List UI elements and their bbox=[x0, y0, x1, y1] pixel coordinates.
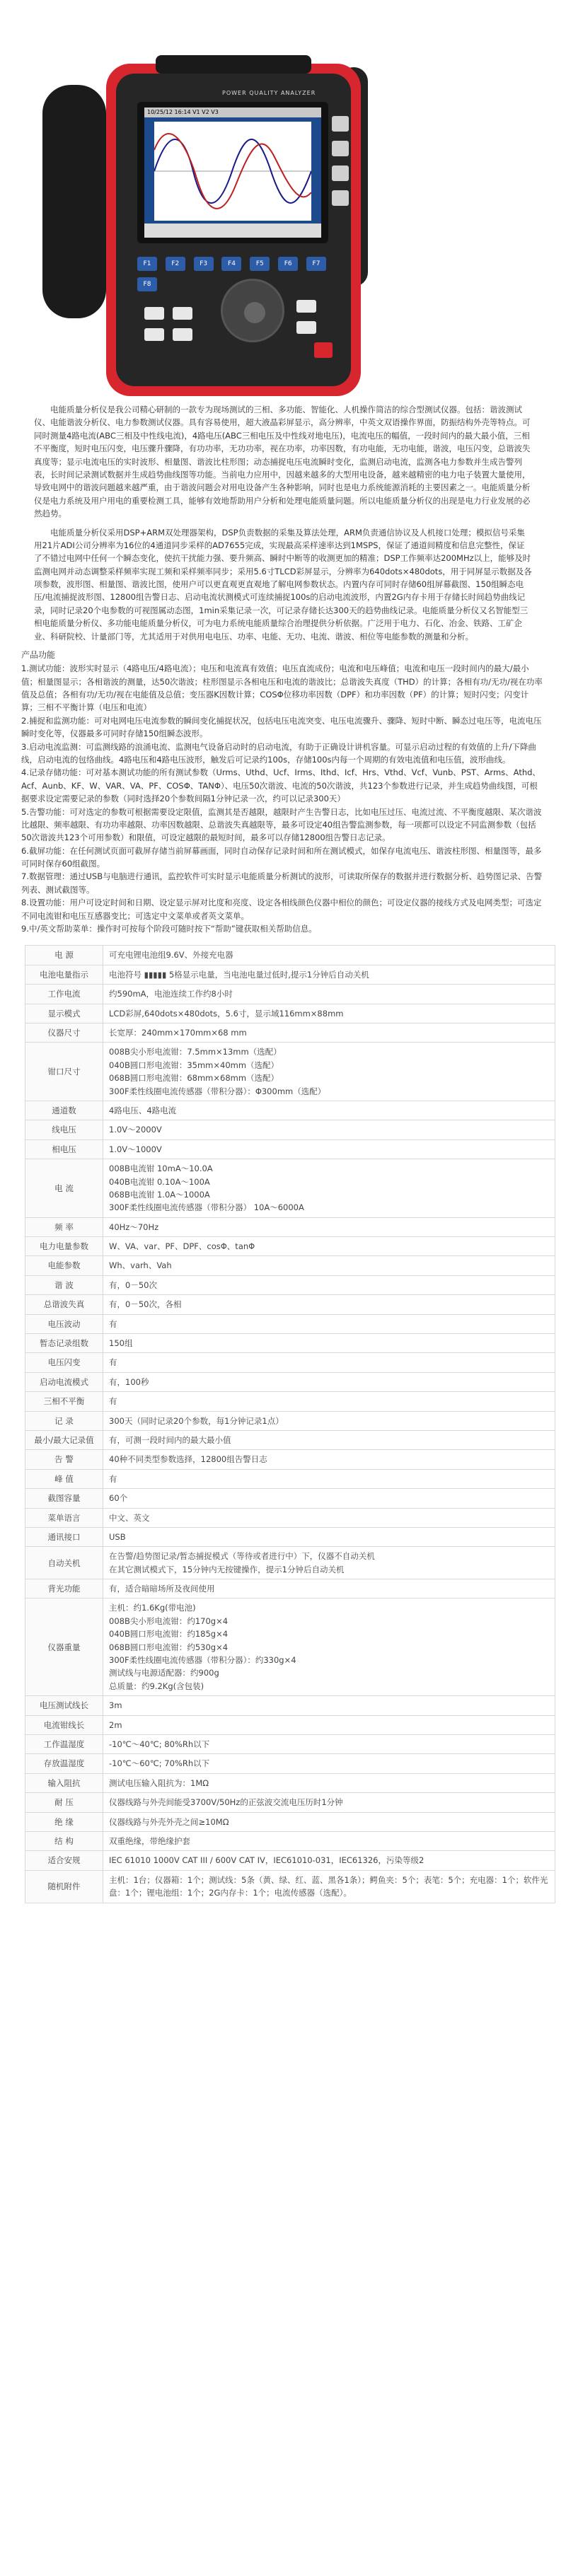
spec-value bbox=[103, 1372, 555, 1391]
spec-value-line: W、VA、var、PF、DPF、cosΦ、tanΦ bbox=[109, 1241, 255, 1252]
spec-value-line: 主机：约1.6Kg(带电池) bbox=[109, 1603, 196, 1613]
spec-label: 最小/最大记录值 bbox=[25, 1430, 103, 1449]
spec-row bbox=[25, 1831, 555, 1850]
spec-row bbox=[25, 1851, 555, 1870]
device-top-connector bbox=[156, 55, 311, 74]
spec-row bbox=[25, 1773, 555, 1792]
device-key[interactable] bbox=[173, 307, 192, 320]
spec-label: 结 构 bbox=[25, 1831, 103, 1850]
function-item: 2.捕捉和监测功能：可对电网电压电流参数的瞬间变化捕捉状况，包括电压电流突变、电压电流骤升、骤降、短时中断、瞬态过电压等，电流电压瞬时变化等，仪器最多可同时存储150组瞬态波形。 bbox=[21, 715, 542, 739]
spec-value bbox=[103, 1217, 555, 1236]
spec-row bbox=[25, 1256, 555, 1275]
spec-row bbox=[25, 1870, 555, 1903]
spec-row bbox=[25, 1450, 555, 1469]
spec-value-line: 中文、英文 bbox=[109, 1512, 150, 1523]
function-item: 6.截屏功能：在任何测试页面可截屏存储当前屏幕画面，同时自动保存记录时间和所在测试模式，如保存电流电压、谐波柱形图、相量图等，最多可同时保存60组截图。 bbox=[21, 845, 542, 869]
spec-value bbox=[103, 1120, 555, 1139]
spec-value bbox=[103, 1793, 555, 1812]
spec-value-line: 068B电流钳 1.0A～1000A bbox=[109, 1189, 210, 1200]
spec-row bbox=[25, 1812, 555, 1831]
device-housing bbox=[106, 64, 361, 396]
spec-row bbox=[25, 1411, 555, 1430]
spec-value bbox=[103, 1773, 555, 1792]
spec-row bbox=[25, 1372, 555, 1391]
spec-value-line: 有，100秒 bbox=[109, 1376, 149, 1387]
spec-label: 记 录 bbox=[25, 1411, 103, 1430]
spec-row bbox=[25, 1120, 555, 1139]
spec-row bbox=[25, 1295, 555, 1314]
spec-value-line: 有，0－50次，各相 bbox=[109, 1299, 182, 1310]
spec-value-line: 可充电锂电池组9.6V、外接充电器 bbox=[109, 950, 233, 961]
side-button[interactable] bbox=[332, 116, 349, 132]
spec-value bbox=[103, 1599, 555, 1696]
spec-value-line: 在告警/趋势图记录/暂态捕捉模式（等待或者进行中）下，仪器不自动关机 bbox=[109, 1551, 375, 1562]
spec-table-body bbox=[25, 946, 555, 1903]
spec-label: 耐 压 bbox=[25, 1793, 103, 1812]
spec-value-line: 有 bbox=[109, 1473, 117, 1484]
spec-value-line: USB bbox=[109, 1531, 126, 1542]
spec-label: 电池电量指示 bbox=[25, 965, 103, 984]
spec-value-line: 主机：1台；仪器箱：1个；测试线：5条（黄、绿、红、蓝、黑各1条）；鳄鱼夹：5个；表笔：5个；充电器：1个；软件光盘：1个；锂电池组：1个；2G内存卡：1个；电流传感器（选配）。 bbox=[109, 1874, 548, 1898]
hand-strap bbox=[42, 85, 106, 318]
spec-value-line: 068B圆口形电流钳：68mm×68mm（选配） bbox=[109, 1073, 279, 1084]
function-item: 4.记录存储功能：可对基本测试功能的所有测试参数（Urms、Uthd、Ucf、Irms、Ithd、Icf、Hrs、Vthd、Vcf、Vunb、PST、Arms、Athd、Acf、Aunb、KF、W、VAR、VA、PF、COSΦ、TANΦ）、电压50次谐波、电流的50次谐波，共123个参数进行记录，并生成趋势曲线图，可根据要求设定需要记录的参数（同时选择20个参数间隔1分钟记录一次，约可以记录300天） bbox=[21, 767, 541, 804]
spec-value-line: 电池符号 ▮▮▮▮▮ 5格显示电量，当电池电量过低时,提示1分钟后自动关机 bbox=[109, 969, 369, 980]
spec-value-line: 60个 bbox=[109, 1493, 128, 1504]
spec-value bbox=[103, 1754, 555, 1773]
spec-row bbox=[25, 946, 555, 965]
spec-value bbox=[103, 1527, 555, 1546]
fkey-8[interactable]: F8 bbox=[137, 277, 157, 291]
spec-label: 存放温湿度 bbox=[25, 1754, 103, 1773]
spec-value-line: 在其它测试模式下，15分钟内无按键操作，提示1分钟后自动关机 bbox=[109, 1564, 345, 1574]
spec-value bbox=[103, 1043, 555, 1101]
spec-value bbox=[103, 1256, 555, 1275]
spec-label: 通讯接口 bbox=[25, 1527, 103, 1546]
screen-header: 10/25/12 16:14 V1 V2 V3 bbox=[144, 108, 321, 117]
spec-value-line: -10℃～40℃; 80%Rh以下 bbox=[109, 1739, 210, 1749]
fkey-5[interactable]: F5 bbox=[250, 257, 270, 271]
spec-value bbox=[103, 1812, 555, 1831]
product-introduction bbox=[0, 403, 566, 643]
spec-row bbox=[25, 1314, 555, 1333]
spec-row bbox=[25, 1023, 555, 1042]
spec-value-line: 测试线与电源适配器：约900g bbox=[109, 1668, 219, 1678]
spec-row bbox=[25, 1579, 555, 1599]
fkey-3[interactable]: F3 bbox=[194, 257, 214, 271]
spec-value bbox=[103, 1275, 555, 1294]
spec-value-line: 有，适合暗暗场所及夜间使用 bbox=[109, 1584, 215, 1594]
spec-row bbox=[25, 1004, 555, 1023]
spec-value bbox=[103, 985, 555, 1004]
spec-row bbox=[25, 1547, 555, 1579]
screen-footer bbox=[144, 224, 321, 238]
device-screen-frame bbox=[137, 102, 328, 243]
spec-label: 总谐波失真 bbox=[25, 1295, 103, 1314]
fkey-1[interactable]: F1 bbox=[137, 257, 157, 271]
spec-row bbox=[25, 1715, 555, 1734]
side-button[interactable] bbox=[332, 190, 349, 206]
spec-label: 工作电流 bbox=[25, 985, 103, 1004]
intro-paragraph: 电能质量分析仪是我公司精心研制的一款专为现场测试的三相、多功能、智能化、人机操作简洁的综合型测试仪器。包括：谐波测试仪、电能谐波分析仪、电力参数测试仪器。具有容易使用，超大液晶彩屏显示，高分辨率，中英文双语操作界面，防振结构外壳等特点。可同时测量4路电流(ABC三相及中性线电流)，4路电压(ABC三相电压及中性线对地电压)，电流电压的幅值，一段时间内的最大最小值，三相不平衡度，短时电压闪变，电压骤升骤降，有功功率，无功功率，视在功率，功率因数，有功电能，无功电能，谐波，电压闪变，总谐波失真度等；显示电流电压的实时波形、相量图、谐波比柱形图；动态捕捉电压电流瞬时变化，监测启动电流，监测各电力参数并生成告警列表，长时间记录测试数据并生成趋势曲线图等功能。当前电力应用中，因越来越多的大型用电设备，越来越精密的电力电子装置大量使用，导致电网中的谐波问题越来越严重，由于谐波问题会对用电设备产生各种影响，同时也是电力系统能源消耗的主要因素之一。电能质量分析仪是电力系统及用户用电的重要检测工具，能够有效地帮助用户分析和处理电能质量问题。所以电能质量分析仪的出现是电力行业发展的必然趋势。 bbox=[34, 405, 531, 519]
spec-label: 仪器尺寸 bbox=[25, 1023, 103, 1042]
spec-value-line: 仪器线路与外壳间能受3700V/50Hz的正弦波交流电压历时1分钟 bbox=[109, 1797, 343, 1808]
spec-label: 钳口尺寸 bbox=[25, 1043, 103, 1101]
spec-row bbox=[25, 1101, 555, 1120]
spec-label: 适合安规 bbox=[25, 1851, 103, 1870]
spec-row bbox=[25, 1754, 555, 1773]
product-photo bbox=[0, 0, 566, 403]
spec-label: 通道数 bbox=[25, 1101, 103, 1120]
spec-label: 随机附件 bbox=[25, 1870, 103, 1903]
fkey-7[interactable]: F7 bbox=[306, 257, 326, 271]
spec-row bbox=[25, 965, 555, 984]
spec-value-line: 3m bbox=[109, 1700, 122, 1711]
spec-value bbox=[103, 1392, 555, 1411]
navigation-pad[interactable] bbox=[221, 279, 284, 342]
device-front-panel bbox=[116, 74, 351, 386]
fkey-2[interactable]: F2 bbox=[166, 257, 185, 271]
spec-row bbox=[25, 985, 555, 1004]
spec-row bbox=[25, 1275, 555, 1294]
spec-value-line: 有，0－50次 bbox=[109, 1280, 157, 1290]
spec-label: 显示模式 bbox=[25, 1004, 103, 1023]
spec-value bbox=[103, 1023, 555, 1042]
spec-value-line: 长宽厚：240mm×170mm×68 mm bbox=[109, 1027, 247, 1038]
spec-label: 电压闪变 bbox=[25, 1353, 103, 1372]
function-item: 5.告警功能：可对选定的参数可根据需要设定限值，监测其是否越限，越限时产生告警日志，比如电压过压、电流过流、不平衡度越限、某次谐波比越限、频率越限、有功功率越限、功率因数越限、总谐波失真越限等，最多可设定40组告警监测参数，每一项都可以设定不同监测参数（包括50次谐波共123个可用参数）和限值，可设定越限的最短时间，最多可以存储12800组告警日志记录。 bbox=[21, 806, 542, 843]
spec-label: 电力电量参数 bbox=[25, 1237, 103, 1256]
spec-value-line: LCD彩屏,640dots×480dots，5.6寸，显示域116mm×88mm bbox=[109, 1008, 344, 1019]
spec-value bbox=[103, 1851, 555, 1870]
spec-row bbox=[25, 1469, 555, 1488]
spec-value-line: 150组 bbox=[109, 1338, 133, 1349]
spec-row bbox=[25, 1217, 555, 1236]
spec-row bbox=[25, 1696, 555, 1715]
spec-value-line: 1.0V～2000V bbox=[109, 1125, 162, 1135]
spec-row bbox=[25, 1430, 555, 1449]
spec-label: 输入阻抗 bbox=[25, 1773, 103, 1792]
spec-value bbox=[103, 1353, 555, 1372]
spec-value-line: 有 bbox=[109, 1396, 117, 1407]
spec-value-line: 008B尖小形电流钳：约170g×4 bbox=[109, 1615, 229, 1626]
spec-label: 三相不平衡 bbox=[25, 1392, 103, 1411]
spec-label: 工作温湿度 bbox=[25, 1735, 103, 1754]
functions-heading: 产品功能 bbox=[21, 650, 56, 661]
spec-row bbox=[25, 1508, 555, 1527]
spec-label: 启动电流模式 bbox=[25, 1372, 103, 1391]
device-key[interactable] bbox=[144, 328, 164, 341]
spec-row bbox=[25, 1334, 555, 1353]
spec-value bbox=[103, 1139, 555, 1159]
spec-label: 电 流 bbox=[25, 1159, 103, 1218]
spec-value-line: 测试电压输入阻抗为：1MΩ bbox=[109, 1777, 209, 1788]
spec-label: 电能参数 bbox=[25, 1256, 103, 1275]
spec-value-line: 4路电压、4路电流 bbox=[109, 1105, 177, 1115]
spec-value bbox=[103, 1004, 555, 1023]
function-item: 3.启动电流监测：可监测线路的浪涌电流、监测电气设备启动时的启动电流，有助于正确设计讲机容量。可显示启动过程的有效值的上升/下降曲线，启动电流的包络曲线。4路电压和4路电压波形，触发后可记录约100s，存储100s内每一个周期的有效电流值和电压值，波形曲线。 bbox=[21, 741, 536, 765]
spec-label: 自动关机 bbox=[25, 1547, 103, 1579]
spec-value-line: 008B尖小形电流钳：7.5mm×13mm（选配） bbox=[109, 1047, 282, 1057]
spec-value-line: 2m bbox=[109, 1719, 122, 1730]
spec-value bbox=[103, 1450, 555, 1469]
spec-value bbox=[103, 1547, 555, 1579]
spec-label: 背光功能 bbox=[25, 1579, 103, 1599]
device-key[interactable] bbox=[296, 300, 316, 313]
spec-value bbox=[103, 1430, 555, 1449]
spec-value bbox=[103, 1715, 555, 1734]
functions-list bbox=[0, 662, 566, 935]
spec-value bbox=[103, 1735, 555, 1754]
device-brand-label: POWER QUALITY ANALYZER bbox=[222, 90, 316, 96]
waveform-plot bbox=[154, 122, 311, 221]
spec-label: 峰 值 bbox=[25, 1469, 103, 1488]
power-button[interactable] bbox=[314, 342, 333, 358]
spec-value-line: 300F柔性线圈电流传感器（带积分器） 10A～6000A bbox=[109, 1202, 304, 1213]
waveform-svg bbox=[154, 122, 311, 221]
spec-value bbox=[103, 1489, 555, 1508]
spec-value-line: 双重绝缘，带绝缘护套 bbox=[109, 1835, 190, 1846]
spec-value-line: 有 bbox=[109, 1318, 117, 1329]
spec-row bbox=[25, 1527, 555, 1546]
spec-row bbox=[25, 1392, 555, 1411]
spec-label: 暂态记录组数 bbox=[25, 1334, 103, 1353]
spec-label: 截图容量 bbox=[25, 1489, 103, 1508]
spec-value-line: 040B圆口形电流钳：约185g×4 bbox=[109, 1629, 229, 1640]
spec-value bbox=[103, 1696, 555, 1715]
spec-value-line: 有，可测一段时间内的最大最小值 bbox=[109, 1434, 231, 1445]
device-key[interactable] bbox=[296, 321, 316, 334]
spec-label: 绝 缘 bbox=[25, 1812, 103, 1831]
spec-value-line: 40种不同类型参数选择，12800组告警日志 bbox=[109, 1454, 267, 1465]
spec-value-line: 068B圆口形电流钳：约530g×4 bbox=[109, 1642, 229, 1652]
fkey-6[interactable]: F6 bbox=[278, 257, 298, 271]
spec-value bbox=[103, 1469, 555, 1488]
device-key[interactable] bbox=[144, 307, 164, 320]
spec-row bbox=[25, 1599, 555, 1696]
spec-label: 频 率 bbox=[25, 1217, 103, 1236]
spec-row bbox=[25, 1043, 555, 1101]
spec-value-line: -10℃～60℃; 70%Rh以下 bbox=[109, 1758, 210, 1769]
spec-label: 电压测试线长 bbox=[25, 1696, 103, 1715]
function-item: 9.中/英文帮助菜单：操作时可按每个阶段可随时按下“帮助”键获取相关帮助信息。 bbox=[21, 924, 317, 934]
spec-table bbox=[25, 945, 555, 1903]
side-button[interactable] bbox=[332, 166, 349, 181]
function-item: 8.设置功能：用户可设定时间和日期、设定显示屏对比度和亮度、设定各相线颜色仪器中相位的颜色；可设定仪器的接线方式及电网类型；可选定不同电流钳和电压互感器变比；可选定中文菜单或者英文菜单。 bbox=[21, 898, 542, 921]
spec-value-line: 040B电流钳 0.10A～100A bbox=[109, 1176, 210, 1187]
spec-row bbox=[25, 1159, 555, 1218]
spec-row bbox=[25, 1489, 555, 1508]
spec-value-line: Wh、varh、Vah bbox=[109, 1260, 172, 1271]
analyzer-device bbox=[106, 64, 361, 389]
spec-value bbox=[103, 1237, 555, 1256]
spec-value-line: 300F柔性线圈电流传感器（带积分器）：Φ300mm（选配） bbox=[109, 1086, 326, 1096]
device-screen bbox=[144, 108, 321, 238]
spec-label: 电压波动 bbox=[25, 1314, 103, 1333]
function-item: 7.数据管理：通过USB与电脑进行通讯，监控软件可实时显示电能质量分析测试的波形，可读取所保存的数据并进行数据分析、趋势图记录、告警列表、测试截图等。 bbox=[21, 871, 543, 895]
fkey-4[interactable]: F4 bbox=[221, 257, 241, 271]
spec-value-line: 008B电流钳 10mA～10.0A bbox=[109, 1164, 213, 1174]
spec-row bbox=[25, 1139, 555, 1159]
spec-value bbox=[103, 965, 555, 984]
spec-value bbox=[103, 1295, 555, 1314]
spec-value-line: IEC 61010 1000V CAT III / 600V CAT IV，IEC61010-031，IEC61326，污染等级2 bbox=[109, 1855, 424, 1866]
spec-label: 仪器重量 bbox=[25, 1599, 103, 1696]
spec-value bbox=[103, 1870, 555, 1903]
spec-value-line: 040B圆口形电流钳：35mm×40mm（选配） bbox=[109, 1060, 279, 1070]
spec-value-line: 有 bbox=[109, 1357, 117, 1368]
spec-value bbox=[103, 1159, 555, 1218]
spec-label: 电 源 bbox=[25, 946, 103, 965]
spec-label: 谐 波 bbox=[25, 1275, 103, 1294]
spec-row bbox=[25, 1735, 555, 1754]
spec-label: 线电压 bbox=[25, 1120, 103, 1139]
spec-value-line: 约590mA，电池连续工作约8小时 bbox=[109, 989, 233, 999]
spec-value-line: 40Hz～70Hz bbox=[109, 1222, 159, 1232]
spec-row bbox=[25, 1237, 555, 1256]
spec-value bbox=[103, 1508, 555, 1527]
intro-paragraph: 电能质量分析仪采用DSP+ARM双处理器架构，DSP负责数据的采集及算法处理，ARM负责通信协议及人机接口处理；模拟信号采集用21片ADI公司分辨率为16位的4通道同步采样的AD7655完成，实现最高采样速率达到1MSPS，保证了通道间精度和信息完整性，保证了不错过电网中任何一个瞬态变化，使抗干扰能力强、要升频高、瞬时中断等的收测更加的精准；DSP工作频率达200MHz以上，能够及时监测电网并动态调整采样频率实现工频和采样频率同步；采用5.6寸TLCD彩屏显示，分辨率为640dots×480dots，用于同屏显示数据及各项参数，波形图、相量图、谐波比图，使用户可以更直观更直观地了解电网参数状态。内置内存可同时存储60组屏幕截图、150组瞬态电压/电流捕捉波形图、12800组告警日志、启动电流状测模式可连续捕捉100s的启动电流波形，内置2G内存卡用于存储长时间趋势曲线记录，同时记录20个电参数的可视图属动态图，1min采集记录一次，可记录存储长达300天的趋势曲线记录。电能质量分析仪又名智能型三相电能质量分析仪、多功能电能质量分析仪，可为电力系统电能质量综合治理提供分析依据。广泛用于电力、石化、冶金、铁路、工矿企业、科研院校、计量部门等，尤其适用于对供用电电压、功率、电能、无功、电流、谐波、相位等电能参数的测量和分析。 bbox=[34, 527, 532, 642]
spec-value bbox=[103, 1579, 555, 1599]
spec-value bbox=[103, 1411, 555, 1430]
spec-value-line: 总质量：约9.2Kg(含包装) bbox=[109, 1681, 204, 1691]
spec-value bbox=[103, 946, 555, 965]
spec-value bbox=[103, 1831, 555, 1850]
spec-value-line: 300天（同时记录20个参数，每1分钟记录1点） bbox=[109, 1415, 284, 1426]
spec-value-line: 仪器线路与外壳外壳之间≥10MΩ bbox=[109, 1816, 229, 1827]
function-item: 1.测试功能：波形实时显示（4路电压/4路电流）；电压和电流真有效值；电压直流成份；电流和电压峰值；电流和电压一段时间内的最大/最小值；相量图显示；各相谐波的测量，达50次谐波；柱形图显示各相电压和电流的谐波比；总谐波失真度（THD）的计算；各相有功/无功/视在功率值及总值；各相有功/无功/视在电能值及总值；变压器K因数计算；COSΦ位移功率因数（DPF）和功率因数（PF）的计算；短时闪变；闪变计算；三相不平衡计算（电压和电流） bbox=[21, 663, 543, 713]
spec-row bbox=[25, 1793, 555, 1812]
device-key[interactable] bbox=[173, 328, 192, 341]
spec-label: 告 警 bbox=[25, 1450, 103, 1469]
spec-value-line: 1.0V～1000V bbox=[109, 1144, 162, 1154]
spec-value bbox=[103, 1314, 555, 1333]
spec-label: 电流钳线长 bbox=[25, 1715, 103, 1734]
spec-value bbox=[103, 1334, 555, 1353]
spec-row bbox=[25, 1353, 555, 1372]
side-button[interactable] bbox=[332, 141, 349, 156]
enter-button[interactable] bbox=[244, 302, 265, 323]
spec-value-line: 300F柔性线圈电流传感器（带积分器）：约330g×4 bbox=[109, 1655, 296, 1666]
spec-label: 相电压 bbox=[25, 1139, 103, 1159]
spec-label: 菜单语言 bbox=[25, 1508, 103, 1527]
spec-value bbox=[103, 1101, 555, 1120]
